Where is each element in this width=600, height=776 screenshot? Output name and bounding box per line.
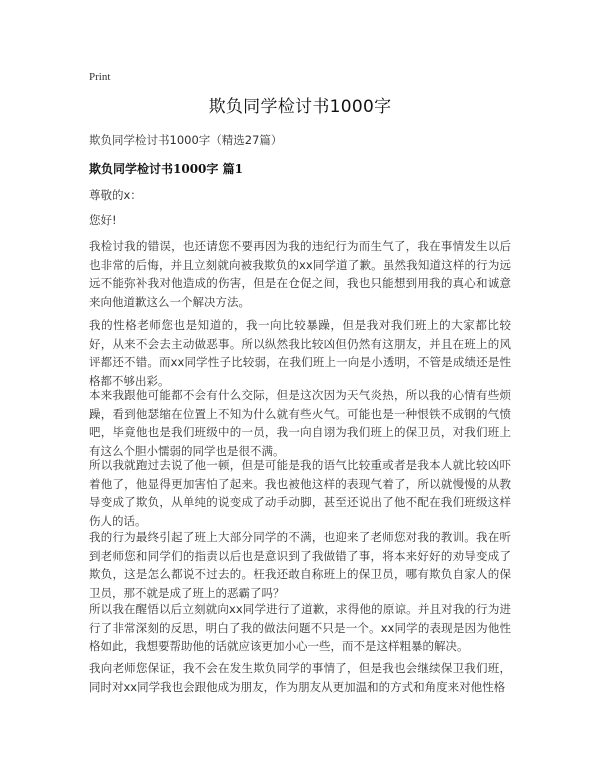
body-paragraph: 所以我在醒悟以后立刻就向xx同学进行了道歉，求得他的原谅。并且对我的行为进行了非常深刻的反思，明白了我的做法问题不只是一个。xx同学的表现是因为他性格如此，我想要帮助他的话就应该更加小心一些，而不是这样粗暴的解决。 — [89, 602, 511, 653]
body-paragraph: 我检讨我的错误，也还请您不要再因为我的违纪行为而生气了，我在事情发生以后也非常的后悔，并且立刻就向被我欺负的xx同学道了歉。虽然我知道这样的行为远远不能弥补我对他造成的伤害，但是在仓促之间，我也只能想到用我的真心和诚意来向他道歉这么一个解决方法。 — [89, 239, 511, 309]
section-heading: 欺负同学检讨书1000字 篇1 — [89, 162, 243, 176]
body-paragraph: 我的性格老师您也是知道的，我一向比较暴躁，但是我对我们班上的大家都比较好，从来不会去主动做恶事。所以纵然我比较凶但仍然有这朋友，并且在班上的风评都还不错。而xx同学性子比较弱，在我们班上一向是小透明，不管是成绩还是性格都不够出彩。 — [89, 318, 511, 388]
body-paragraph: 我的行为最终引起了班上大部分同学的不满，也迎来了老师您对我的教训。我在听到老师您和同学们的指责以后也是意识到了我做错了事，将本来好好的劝导变成了欺负，这是怎么都说不过去的。枉我还敢自称班上的保卫员，哪有欺负自家人的保卫员，那不就是成了班上的恶霸了吗？ — [89, 530, 511, 600]
body-paragraph: 所以我就跑过去说了他一顿，但是可能是我的语气比较重或者是我本人就比较凶吓着他了，他显得更加害怕了起来。我也被他这样的表现气着了，所以就慢慢的从教导变成了欺负，从单纯的说变成了动手动脚，甚至还说出了他不配在我们班级这样伤人的话。 — [89, 458, 511, 528]
greeting: 您好! — [89, 213, 117, 227]
document-subtitle: 欺负同学检讨书1000字（精选27篇） — [89, 133, 283, 147]
print-link[interactable]: Print — [89, 71, 111, 83]
page-title: 欺负同学检讨书1000字 — [208, 97, 392, 117]
body-paragraph: 我向老师您保证，我不会在发生欺负同学的事情了，但是我也会继续保卫我们班，同时对xx同学我也会跟他成为朋友，作为朋友从更加温和的方式和角度来对他性格 — [89, 661, 511, 694]
body-paragraph: 本来我跟他可能都不会有什么交际，但是这次因为天气炎热，所以我的心情有些烦躁，看到他瑟缩在位置上不知为什么就有些火气。可能也是一种恨铁不成钢的气愤吧，毕竟他也是我们班级中的一员，我一向自诩为我们班上的保卫员，对我们班上有这么个胆小懦弱的同学也是很不满。 — [89, 388, 511, 458]
salutation: 尊敬的x： — [89, 188, 142, 202]
